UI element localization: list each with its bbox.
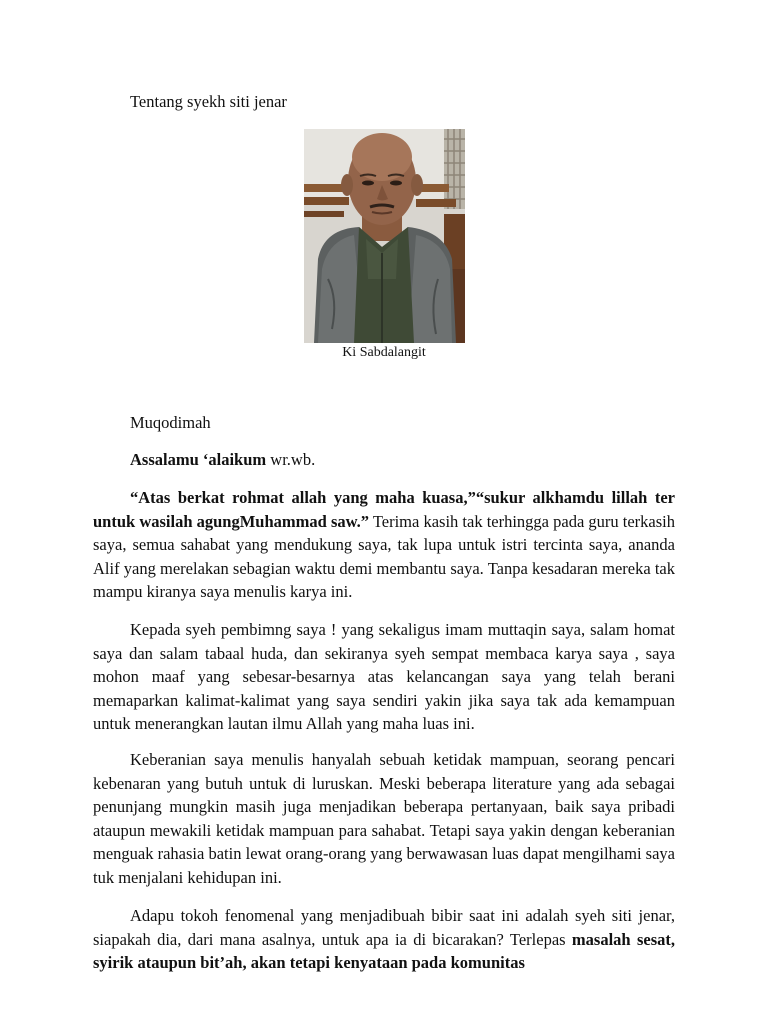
paragraph-4-text: Adapu tokoh fenomenal yang menjadibuah bibir saat ini adalah syeh siti jenar, siapakah dia, dari mana asalnya, untuk apa ia di bicarakan? Terlepas bbox=[93, 906, 675, 949]
photo-caption: Ki Sabdalangit bbox=[342, 345, 426, 360]
paragraph-1-text: Terima kasih tak terhingga pada guru terkasih saya, semua sahabat yang mendukung saya, tak lupa untuk istri tercinta saya, ananda Alif yang merelakan sebagian waktu demi membantu saya. Tanpa kesadaran mereka tak mampu kiranya saya menulis karya ini. bbox=[93, 511, 675, 601]
paragraph-4-bold-text: masalah sesat, syirik ataupun bit’ah, akan tetapi kenyataan pada komunitas bbox=[93, 929, 675, 972]
greeting-rest-text: wr.wb. bbox=[266, 450, 316, 469]
paragraph-2 bbox=[93, 618, 675, 736]
portrait-photo bbox=[304, 129, 465, 343]
paragraph-2-text: Kepada syeh pembimng saya ! yang sekaligus imam muttaqin saya, salam homat saya dan salam tabaal huda, dan sekiranya syeh sempat membaca karya saya , saya mohon maaf yang sebesar-besarnya atas kelancangan saya yang telah berani memaparkan kalimat-kalimat yang saya sendiri yakin jika saya tak ada kemampuan untuk menerangkan lautan ilmu Allah yang maha luas ini. bbox=[93, 620, 675, 733]
greeting-line bbox=[130, 450, 315, 470]
greeting-bold-text: Assalamu ‘alaikum bbox=[130, 450, 267, 469]
section-heading: Muqodimah bbox=[130, 413, 211, 432]
document-title: Tentang syekh siti jenar bbox=[130, 92, 287, 111]
paragraph-4 bbox=[93, 904, 675, 975]
paragraph-1 bbox=[93, 486, 675, 604]
paragraph-3-text: Keberanian saya menulis hanyalah sebuah ketidak mampuan, seorang pencari kebenaran yang butuh untuk di luruskan. Meski beberapa literature yang ada sebagai penunjang mungkin masih juga menjadikan beberapa pertanyaan, baik saya pribadi ataupun mewakili ketidak mampuan para sahabat. Tetapi saya yakin dengan keberanian menguak rahasia batin lewat orang-orang yang berwawasan luas dapat mengilhami saya tuk menjalani kehidupan ini. bbox=[93, 750, 675, 887]
paragraph-1-bold-text: “Atas berkat rohmat allah yang maha kuasa,”“sukur alkhamdu lillah ter untuk wasilah agungMuhammad saw.” bbox=[93, 488, 675, 531]
paragraph-3 bbox=[93, 748, 675, 889]
